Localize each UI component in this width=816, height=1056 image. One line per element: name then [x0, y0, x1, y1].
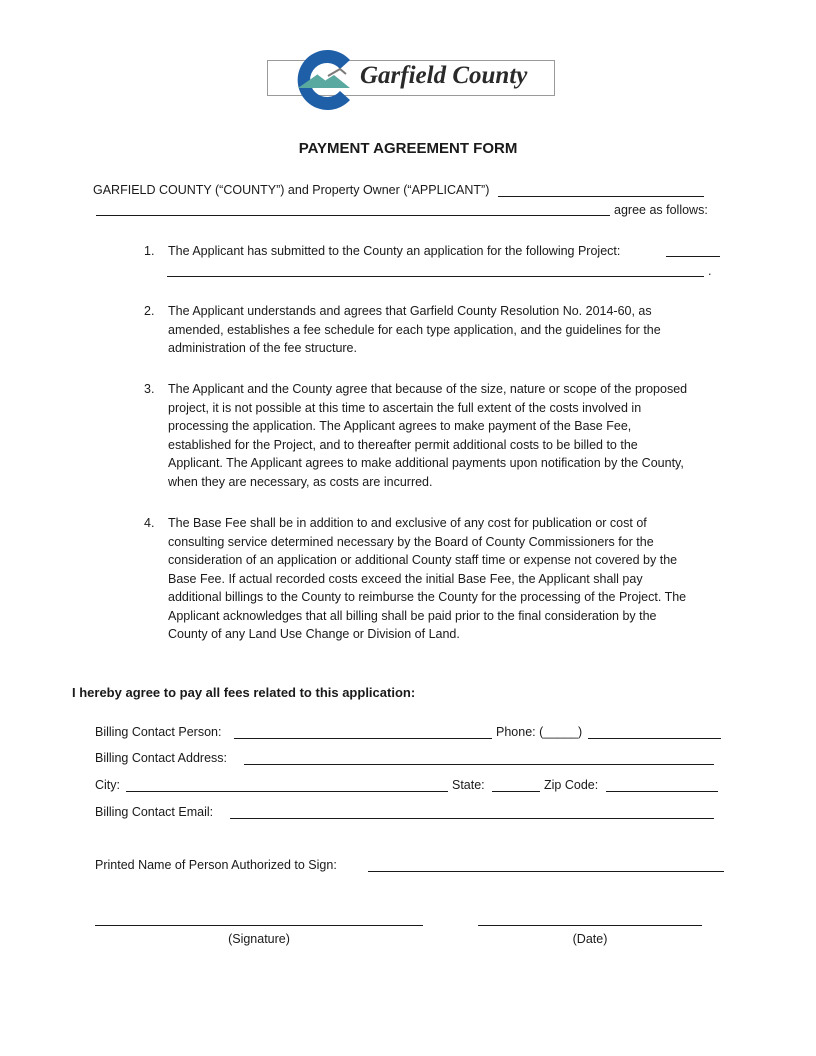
- item-end-mark: .: [708, 264, 712, 278]
- item-paragraph: [168, 302, 661, 358]
- zip-field[interactable]: [606, 791, 718, 792]
- item-line: administration of the fee structure.: [168, 341, 357, 355]
- item-number: 3.: [144, 382, 155, 396]
- logo-text: Garfield County: [360, 62, 528, 89]
- applicant-name-field[interactable]: [498, 196, 704, 197]
- item-line: project, it is not possible at this time to ascertain the full extent of the costs involved in: [168, 400, 642, 415]
- item-line: Applicant acknowledges that all billing shall be paid prior to the final consideration by the: [168, 608, 657, 623]
- item-number: 1.: [144, 244, 155, 258]
- signature-field[interactable]: [95, 925, 423, 926]
- contact-person-label: Billing Contact Person:: [95, 725, 222, 739]
- item-line: The Base Fee shall be in addition to and exclusive of any cost for publication or cost of: [168, 516, 647, 530]
- item-line: Base Fee. If actual recorded costs exceed the initial Base Fee, the Applicant shall pay: [168, 571, 643, 586]
- item-line: when they are necessary, as costs are incurred.: [168, 474, 433, 489]
- county-logo-icon: [288, 44, 358, 116]
- item-line: County of any Land Use Change or Division of Land.: [168, 627, 460, 641]
- phone-label: Phone: (_____): [496, 725, 583, 739]
- item-text: The Applicant has submitted to the County an application for the following Project:: [168, 244, 621, 258]
- page-title: PAYMENT AGREEMENT FORM: [298, 140, 518, 157]
- date-field[interactable]: [478, 925, 702, 926]
- printed-name-label: Printed Name of Person Authorized to Sign:: [95, 858, 337, 872]
- contact-person-field[interactable]: [234, 738, 492, 739]
- project-field[interactable]: [666, 256, 720, 257]
- item-line: consulting service determined necessary by the Board of County Commissioners for the: [168, 534, 654, 549]
- item-line: consideration of an application or additional County staff time or expense not covered by the: [168, 553, 678, 567]
- project-field-2[interactable]: [167, 276, 704, 277]
- zip-label: Zip Code:: [544, 778, 599, 792]
- item-line: Applicant. The Applicant agrees to make additional payments upon notification by the County,: [168, 456, 684, 470]
- address-field[interactable]: [244, 764, 714, 765]
- intro-suffix: agree as follows:: [614, 203, 708, 217]
- item-line: additional billings to the County to reimburse the County for the processing of the Project. The: [168, 590, 687, 604]
- phone-field[interactable]: [588, 738, 721, 739]
- agree-statement: I hereby agree to pay all fees related to this application:: [72, 685, 416, 700]
- printed-name-field[interactable]: [368, 871, 724, 872]
- intro-line-1: GARFIELD COUNTY (“COUNTY”) and Property Owner (“APPLICANT”): [93, 183, 490, 197]
- signature-caption: (Signature): [228, 932, 290, 946]
- item-line: amended, establishes a fee schedule for each type application, and the guidelines for the: [168, 322, 661, 337]
- state-label: State:: [452, 778, 485, 792]
- city-field[interactable]: [126, 791, 448, 792]
- address-label: Billing Contact Address:: [95, 751, 228, 765]
- item-line: The Applicant and the County agree that because of the size, nature or scope of the proposed: [168, 382, 688, 396]
- date-caption: (Date): [572, 932, 608, 946]
- item-paragraph: [168, 380, 687, 491]
- state-field[interactable]: [492, 791, 540, 792]
- email-field[interactable]: [230, 818, 714, 819]
- applicant-name-field-2[interactable]: [96, 215, 610, 216]
- item-line: established for the Project, and to thereafter permit additional costs to be billed to the: [168, 437, 638, 452]
- item-line: processing the application. The Applicant agrees to make payment of the Base Fee,: [168, 419, 632, 433]
- item-number: 2.: [144, 304, 155, 318]
- item-line: The Applicant understands and agrees that Garfield County Resolution No. 2014-60, as: [168, 304, 652, 318]
- item-paragraph: [168, 514, 686, 644]
- item-number: 4.: [144, 516, 155, 530]
- email-label: Billing Contact Email:: [95, 805, 214, 819]
- city-label: City:: [95, 778, 120, 792]
